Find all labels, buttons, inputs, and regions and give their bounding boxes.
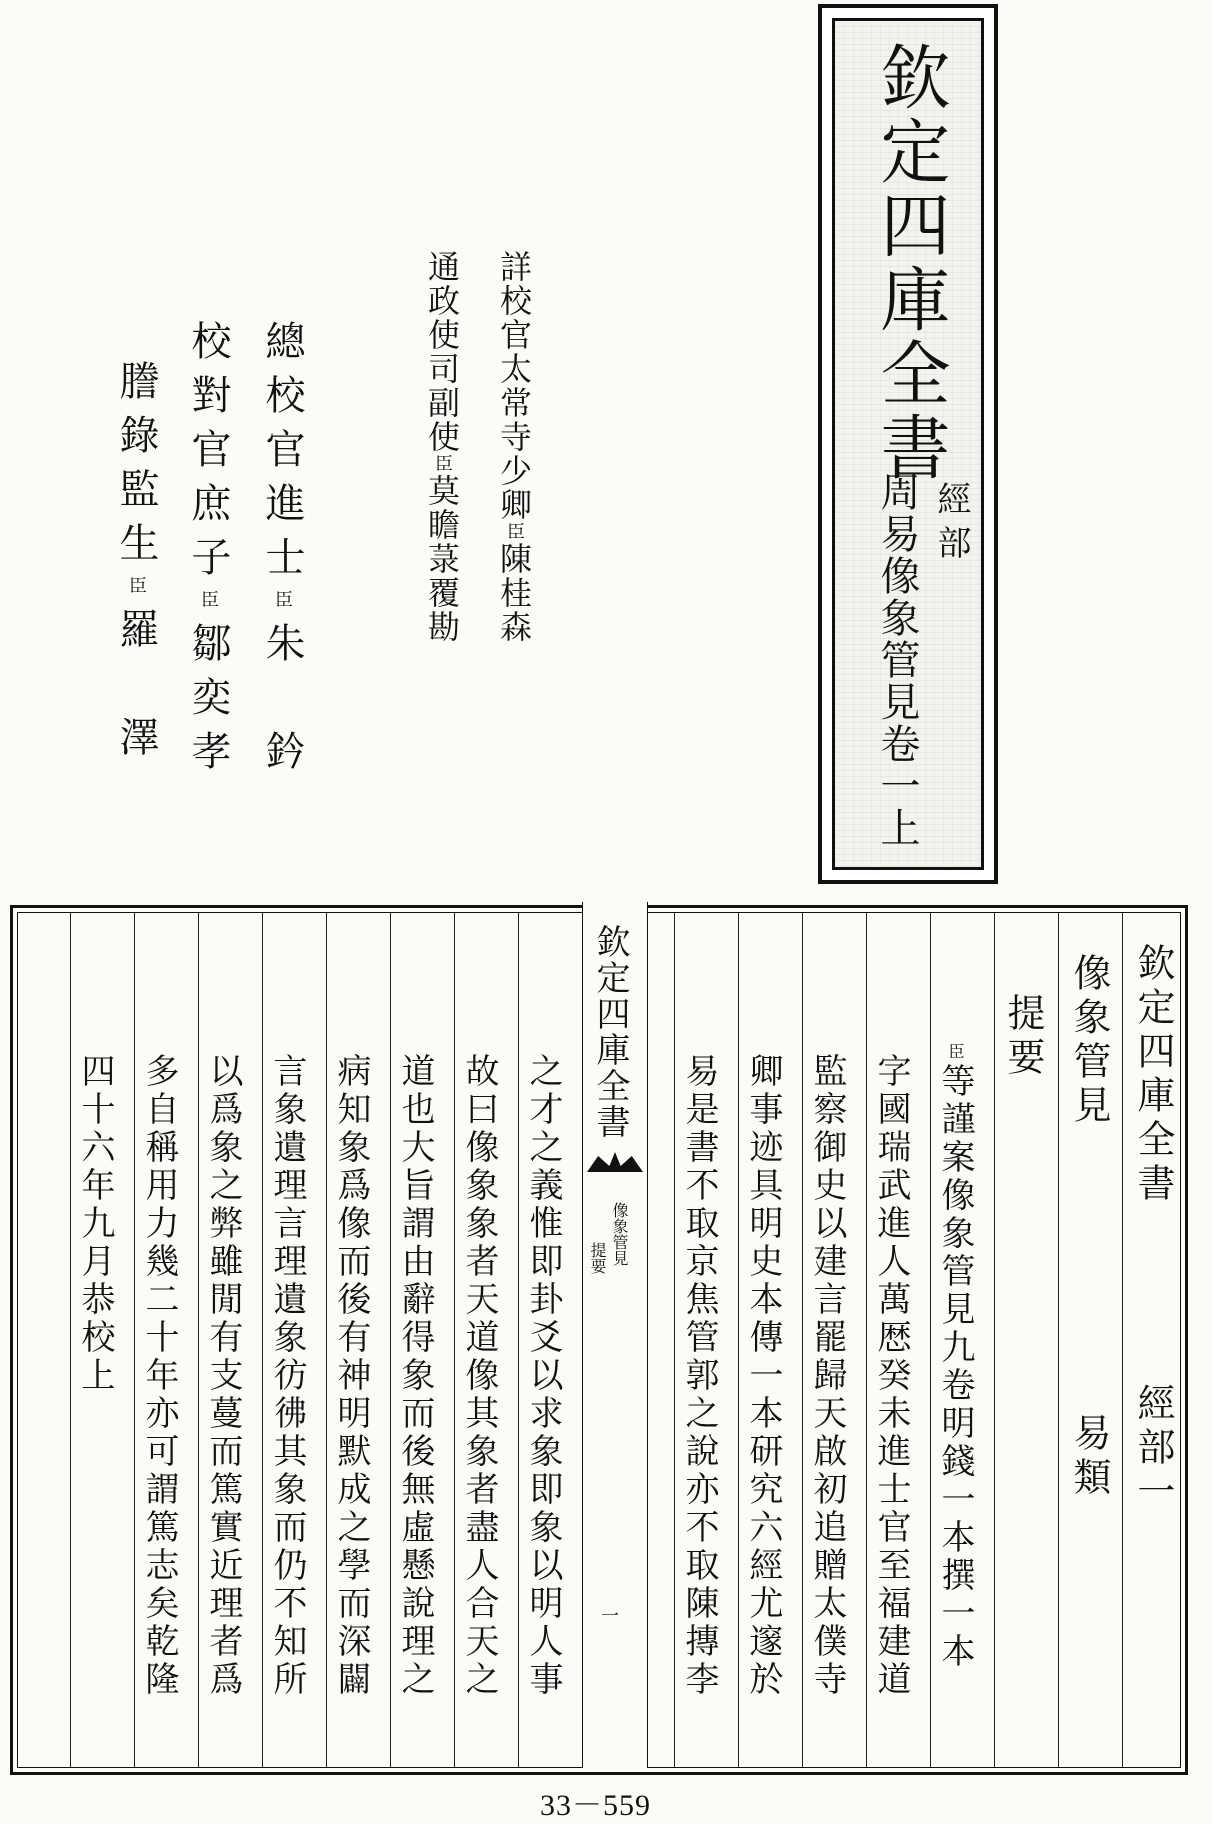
column-rule — [134, 913, 135, 1767]
chen-mark: 臣 — [946, 1043, 965, 1063]
text-column-12: 多自稱用力幾二十年亦可謂篤志矣乾隆 — [139, 1053, 179, 1699]
credit-zongjiao-title: 總校官進士 — [259, 320, 305, 590]
text-column-10: 言象遺理言理遺象彷彿其象而仍不知所 — [267, 1053, 307, 1699]
credit-xiangjiao-title: 詳校官太常寺少卿 — [495, 250, 533, 522]
text-column-8: 道也大旨謂由辭得象而後無虛懸說理之 — [395, 1053, 435, 1699]
fishtail-book: 像象管見 — [610, 1202, 629, 1266]
tiyao-label: 提要 — [1001, 993, 1045, 1081]
book-name: 像象管見 — [1067, 953, 1111, 1129]
text-column-2: 字國瑞武進人萬厯癸未進士官至福建道 — [871, 1053, 911, 1699]
credit-jiaodui-chen: 臣 — [198, 590, 219, 622]
column-rule — [802, 913, 803, 1767]
credit-xiangjiao-chen: 臣 — [504, 522, 525, 542]
title-slip-main-title: 欽定四庫全書 — [869, 41, 951, 485]
credit-tongzheng-chen: 臣 — [432, 454, 453, 474]
column-rule — [518, 913, 519, 1767]
credit-tongzheng-title: 通政使司副使 — [423, 250, 461, 454]
credit-xiangjiao — [495, 250, 533, 644]
credit-tenglu-chen: 臣 — [126, 576, 147, 608]
column-rule — [70, 913, 71, 1767]
page-number: 33－559 — [540, 1789, 651, 1822]
credit-tenglu-title: 謄錄監生 — [113, 360, 159, 576]
text-column-5: 易是書不取京焦管郭之說亦不取陳摶李 — [679, 1053, 719, 1699]
credit-jiaodui — [185, 320, 231, 784]
credit-jiaodui-name: 鄒奕孝 — [185, 622, 231, 784]
book-category: 易類 — [1067, 1413, 1111, 1501]
column-rule — [1058, 913, 1059, 1767]
column-rule — [930, 913, 931, 1767]
text-column-7: 故曰像象象者天道像其象者盡人合天之 — [459, 1053, 499, 1699]
credit-tenglu — [113, 360, 159, 770]
column-rule — [866, 913, 867, 1767]
fishtail-sub: 提要 — [588, 1242, 607, 1274]
column-rule — [198, 913, 199, 1767]
credit-xiangjiao-name: 陳桂森 — [495, 542, 533, 644]
page-header-title: 欽定四庫全書 — [1131, 943, 1175, 1207]
credit-zongjiao — [259, 320, 305, 784]
credit-zongjiao-chen: 臣 — [272, 590, 293, 622]
fishtail-mark-icon — [587, 1152, 643, 1172]
column-rule — [994, 913, 995, 1767]
column-rule — [262, 913, 263, 1767]
text-column-1-text: 等謹案像象管見九卷明錢一本撰一本 — [935, 1063, 975, 1671]
credit-zongjiao-name: 朱 鈐 — [259, 622, 305, 784]
text-column-11: 以爲象之弊雖閒有支蔓而篤實近理者爲 — [203, 1053, 243, 1699]
column-rule — [674, 913, 675, 1767]
title-slip-inner-border — [832, 18, 984, 870]
text-column-3: 監察御史以建言罷歸天啟初追贈太僕寺 — [807, 1053, 847, 1699]
column-rule — [390, 913, 391, 1767]
credit-tongzheng-name: 莫瞻菉覆勘 — [423, 474, 461, 644]
fishtail-title: 欽定四庫全書 — [590, 924, 630, 1140]
text-column-4: 卿事迹具明史本傳一本研究六經尤邃於 — [743, 1053, 783, 1699]
title-slip-volume: 周易像象管見卷一上 — [874, 471, 920, 849]
text-column-13: 四十六年九月恭校上 — [75, 1053, 115, 1395]
column-rule — [326, 913, 327, 1767]
column-rule — [1122, 913, 1123, 1767]
title-slip-category: 經部 — [931, 481, 971, 569]
page-header-section: 經部一 — [1131, 1383, 1175, 1515]
text-column-1 — [935, 1043, 975, 1671]
column-rule — [454, 913, 455, 1767]
title-slip — [818, 4, 998, 884]
column-rule — [738, 913, 739, 1767]
fishtail-leaf-number: 一 — [601, 1606, 619, 1627]
fishtail-strip — [582, 902, 648, 1768]
credit-tongzheng — [423, 250, 461, 644]
credit-tenglu-name: 羅 澤 — [113, 608, 159, 770]
text-column-9: 病知象爲像而後有神明默成之學而深闢 — [331, 1053, 371, 1699]
credit-jiaodui-title: 校對官庶子 — [185, 320, 231, 590]
text-column-6: 之才之義惟即卦爻以求象即象以明人事 — [523, 1053, 563, 1699]
